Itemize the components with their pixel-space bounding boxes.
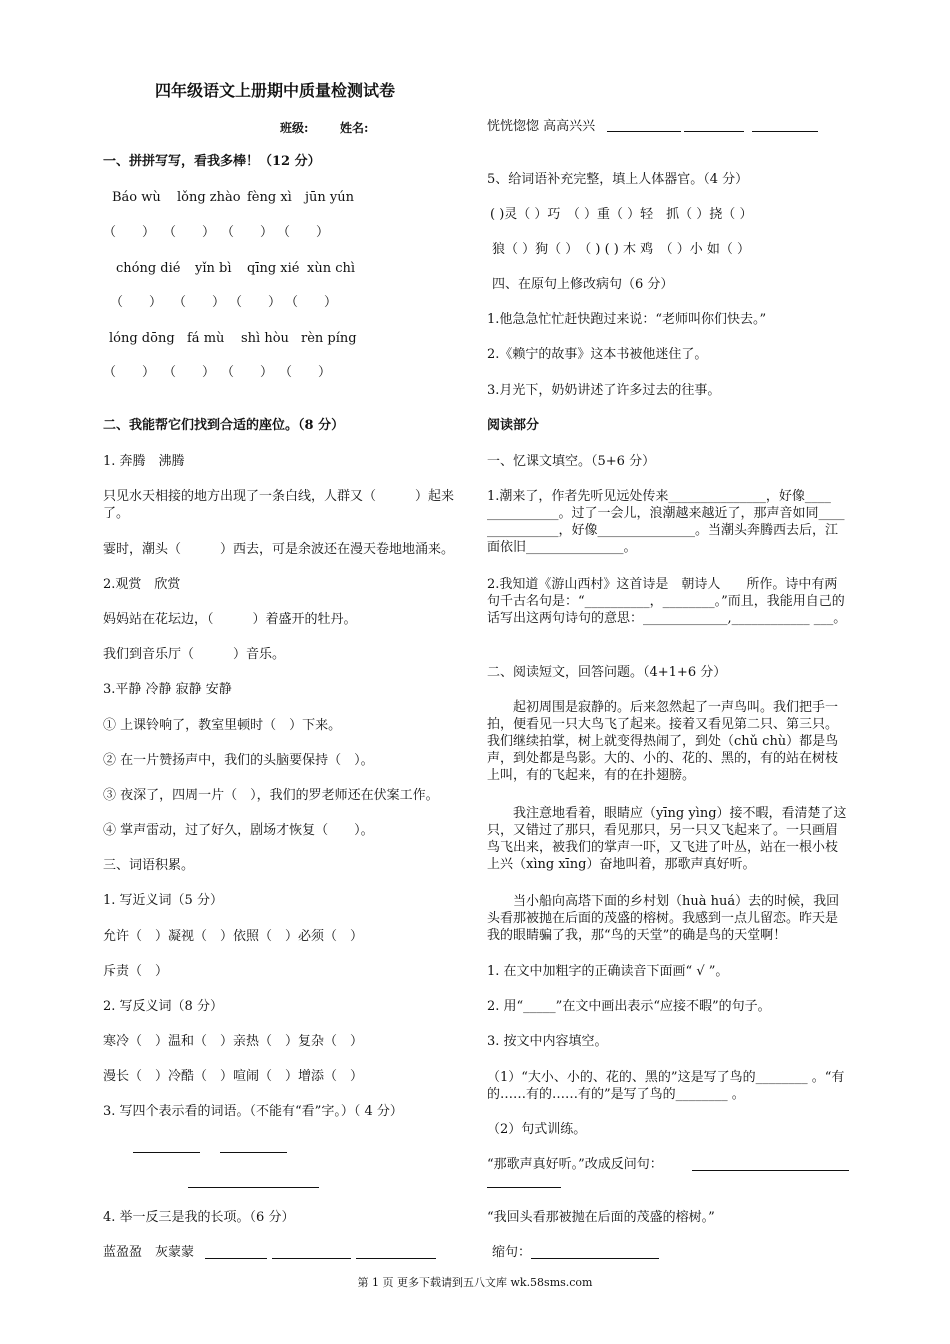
section-4-title: 四、在原句上修改病句（6 分）: [492, 277, 674, 292]
question-line: ② 在一片赞扬声中，我们的头脑要保持（ ）。: [103, 753, 374, 768]
pinyin: lǒng zhào: [177, 190, 241, 205]
answer-line[interactable]: [272, 1258, 351, 1259]
pinyin: fèng xì: [247, 190, 292, 205]
question-line: 缩句：: [492, 1245, 532, 1260]
answer-blank[interactable]: （ ）: [103, 225, 156, 240]
question-line: 蓝盈盈 灰蒙蒙: [103, 1245, 195, 1260]
reading-paragraph: 起初周围是寂静的。后来忽然起了一声鸟叫。我们把手一拍，便看见一只大鸟飞了起来。接着又看见第二只、第三只。我们继续拍掌，树上就变得热闹了，到处（chǔ chù）都是鸟声，到处都是鸟影。大的、小的、花的、黑的，有的站在树枝上叫，有的飞起来，有的在扑翅膀。: [487, 700, 839, 783]
question-line: 1. 奔腾 沸腾: [103, 454, 185, 469]
question-line: 妈妈站在花坛边，（ ）着盛开的牡丹。: [103, 612, 357, 627]
question-line: 只见水天相接的地方出现了一条白线，人群又（ ）起来了。: [103, 489, 455, 521]
answer-line[interactable]: [356, 1258, 436, 1259]
answer-line[interactable]: [531, 1258, 659, 1259]
answer-blank[interactable]: （ ）: [163, 365, 216, 380]
question-line: 3. 按文中内容填空。: [487, 1034, 608, 1049]
name-label: 姓名:: [340, 121, 369, 135]
pinyin: chóng dié: [116, 261, 181, 276]
question-line: ( )灵（ ）巧 （ ）重（ ）轻 抓（ ）挠（ ）: [490, 207, 753, 222]
question-line: 狼（ ）狗（ ） （ ) ( ) 木 鸡 （ ）小 如（ ）: [492, 242, 751, 257]
question-line: 漫长（ ）冷酷（ ）喧闹（ ）增添（ ）: [103, 1069, 364, 1084]
question-line: 2. 用“_____”在文中画出表示“应接不暇”的句子。: [487, 999, 771, 1014]
answer-line[interactable]: [133, 1152, 200, 1153]
question-line: ④ 掌声雷动，过了好久，剧场才恢复（ ）。: [103, 823, 374, 838]
question-line: “那歌声真好听。”改成反问句：: [487, 1157, 663, 1172]
answer-blank[interactable]: （ ）: [277, 225, 330, 240]
exam-title: 四年级语文上册期中质量检测试卷: [155, 81, 396, 100]
pinyin: yǐn bì: [195, 261, 232, 276]
pinyin: lóng dōng: [109, 331, 175, 346]
question-line: ③ 夜深了，四周一片（ ），我们的罗老师还在伏案工作。: [103, 788, 439, 803]
answer-line[interactable]: [684, 131, 744, 132]
section-2-title: 二、我能帮它们找到合适的座位。（8 分）: [103, 418, 345, 433]
question-line: 二、阅读短文，回答问题。（4+1+6 分）: [487, 665, 727, 680]
question-line: 1.潮来了，作者先听见远处传来_______________，好像____ ___________。过了一会儿，浪潮越来越近了，那声音如同____ ___________，好像_______________。当潮头奔腾西去后，江面依旧_______________。: [487, 489, 845, 555]
question-line: 3. 写四个表示看的词语。（不能有“看”字。）（ 4 分）: [103, 1104, 403, 1119]
question-line: 1.他急急忙忙赶快跑过来说：“老师叫你们快去。”: [487, 312, 767, 327]
question-line: 恍恍惚惚 高高兴兴: [487, 119, 596, 134]
answer-line[interactable]: [487, 1187, 561, 1188]
answer-blank[interactable]: （ ）: [229, 295, 282, 310]
answer-line[interactable]: [252, 1187, 319, 1188]
question-line: （2）句式训练。: [487, 1122, 587, 1137]
answer-blank[interactable]: （ ）: [221, 365, 274, 380]
answer-blank[interactable]: （ ）: [279, 365, 332, 380]
question-line: 3.月光下，奶奶讲述了许多过去的往事。: [487, 383, 721, 398]
answer-line[interactable]: [752, 131, 818, 132]
answer-blank[interactable]: （ ）: [285, 295, 338, 310]
answer-line[interactable]: [220, 1152, 287, 1153]
reading-paragraph: 当小船向高塔下面的乡村划（huà huá）去的时候，我回头看那被抛在后面的茂盛的榕树。我感到一点儿留恋。昨天是我的眼睛骗了我，那“鸟的天堂”的确是鸟的天堂啊！: [487, 894, 840, 943]
answer-line[interactable]: [607, 131, 681, 132]
question-line: 1. 在文中加粗字的正确读音下面画“ √ ”。: [487, 964, 729, 979]
question-line: “我回头看那被抛在后面的茂盛的榕树。”: [487, 1210, 715, 1225]
answer-blank[interactable]: （ ）: [163, 225, 216, 240]
answer-line[interactable]: [205, 1258, 267, 1259]
question-line: 一、忆课文填空。（5+6 分）: [487, 454, 656, 469]
answer-blank[interactable]: （ ）: [173, 295, 226, 310]
pinyin: fá mù: [187, 331, 225, 346]
pinyin: rèn píng: [301, 331, 357, 346]
question-line: 2.观赏 欣赏: [103, 577, 181, 592]
question-line: （1）“大小、小的、花的、黑的”这是写了鸟的________ 。“有的……有的……有的”是写了鸟的________ 。: [487, 1070, 845, 1102]
page-footer: 第 1 页 更多下载请到五八文库 wk.58sms.com: [357, 1276, 593, 1289]
section-3-title: 三、词语积累。: [103, 858, 195, 873]
answer-line[interactable]: [188, 1187, 255, 1188]
pinyin: Báo wù: [112, 190, 161, 205]
pinyin: xùn chì: [307, 261, 356, 276]
reading-title: 阅读部分: [487, 418, 540, 433]
question-line: 1. 写近义词（5 分）: [103, 893, 223, 908]
question-line: 寒冷（ ）温和（ ）亲热（ ）复杂（ ）: [103, 1034, 364, 1049]
class-label: 班级:: [280, 121, 309, 135]
pinyin: jūn yún: [305, 190, 354, 205]
question-line: 5、给词语补充完整，填上人体器官。（4 分）: [487, 172, 749, 187]
question-line: 2.我知道《游山西村》这首诗是 朝诗人 所作。诗中有两句千古名句是：“__________，________。”而且，我能用自己的话写出这两句诗句的意思：_____________,____________ ___。: [487, 577, 847, 626]
answer-blank[interactable]: （ ）: [103, 365, 156, 380]
reading-paragraph: 我注意地看着，眼睛应（yīng yìng）接不暇，看清楚了这只，又错过了那只，看见那只，另一只又飞起来了。一只画眉鸟飞出来，被我们的掌声一吓，又飞进了叶丛，站在一根小枝上兴（xìng xīng）奋地叫着，那歌声真好听。: [487, 806, 847, 872]
pinyin: shì hòu: [241, 331, 289, 346]
answer-blank[interactable]: （ ）: [221, 225, 274, 240]
question-line: 2.《赖宁的故事》这本书被他迷住了。: [487, 347, 708, 362]
answer-line[interactable]: [692, 1170, 849, 1171]
question-line: 我们到音乐厅（ ）音乐。: [103, 647, 286, 662]
question-line: 4. 举一反三是我的长项。（6 分）: [103, 1210, 295, 1225]
question-line: 3.平静 冷静 寂静 安静: [103, 682, 232, 697]
question-line: 斥责（ ）: [103, 964, 169, 979]
answer-blank[interactable]: （ ）: [110, 295, 163, 310]
question-line: 允许（ ）凝视（ ）依照（ ）必须（ ）: [103, 929, 364, 944]
question-line: 2. 写反义词（8 分）: [103, 999, 223, 1014]
section-1-title: 一、拼拼写写，看我多棒！（12 分）: [103, 154, 321, 169]
pinyin: qīng xié: [247, 261, 300, 276]
question-line: ① 上课铃响了，教室里顿时（ ）下来。: [103, 718, 342, 733]
question-line: 霎时，潮头（ ）西去，可是余波还在漫天卷地地涌来。: [103, 542, 455, 557]
